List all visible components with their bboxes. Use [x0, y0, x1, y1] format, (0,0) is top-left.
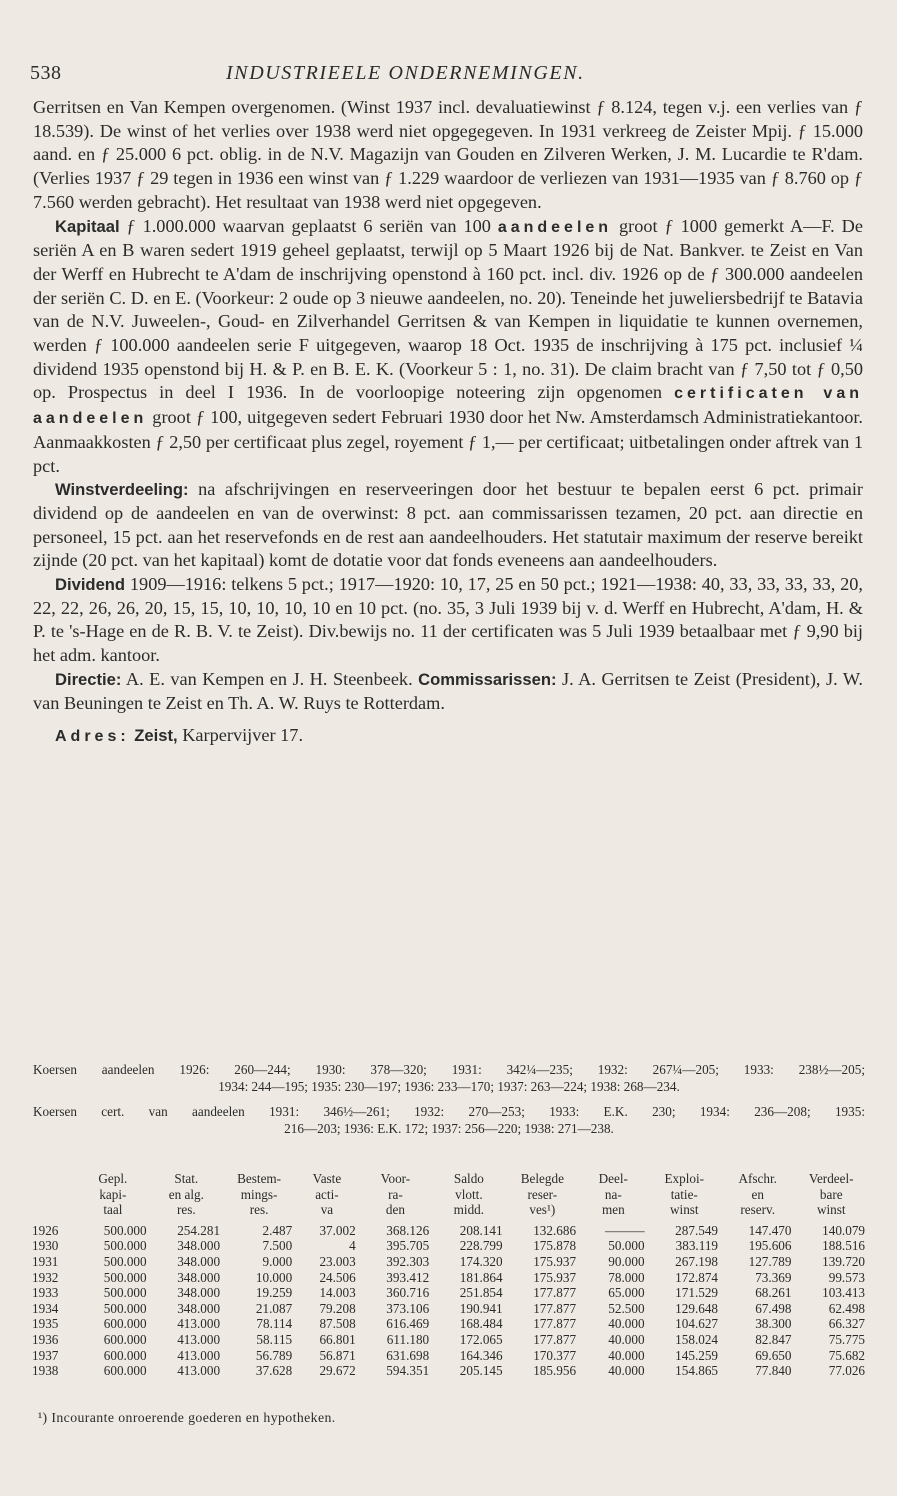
commissarissen-text: J. A. Gerritsen te Zeist (President), J. W. van Beuningen te Zeist en Th. A. W. Ruys te Rotterdam.: [33, 668, 864, 713]
table-cell: 19.259: [255, 1285, 293, 1301]
table-cell: 287.549: [675, 1222, 719, 1238]
kapitaal-spaced-aandeelen: aandeelen: [497, 218, 613, 236]
table-cell: 50.000: [608, 1238, 645, 1254]
table-cell: 24.506: [319, 1269, 356, 1285]
table-cell: 205.145: [459, 1363, 503, 1379]
year-cell: 1936: [32, 1331, 59, 1347]
year-cell: 1935: [32, 1316, 59, 1332]
table-cell: 185.956: [533, 1363, 577, 1379]
table-cell: 67.498: [755, 1300, 792, 1316]
table-cell: 56.789: [255, 1347, 293, 1363]
year-cell: 1937: [32, 1347, 59, 1363]
table-cell: 75.682: [828, 1347, 865, 1363]
table-cell: 37.002: [319, 1222, 356, 1238]
table-cell: 145.259: [675, 1347, 719, 1363]
table-cell: 73.369: [755, 1269, 792, 1285]
table-cell: 69.650: [755, 1347, 792, 1363]
table-cell: 208.141: [459, 1222, 503, 1238]
table-cell: 14.003: [319, 1285, 356, 1301]
table-cell: 132.686: [533, 1222, 577, 1238]
column-header: Saldo vlott. midd.: [453, 1171, 485, 1218]
column-header: Belegde reser- ves¹): [520, 1171, 564, 1218]
year-cell: 1932: [32, 1269, 59, 1285]
table-cell: 77.840: [755, 1363, 792, 1379]
directie-text: A. E. van Kempen en J. H. Steenbeek.: [121, 668, 419, 689]
table-row: [32, 1332, 868, 1348]
year-cell: 1931: [32, 1253, 59, 1269]
table-cell: 37.628: [255, 1363, 293, 1379]
table-cell: 172.065: [459, 1331, 503, 1347]
table-cell: 10.000: [255, 1269, 293, 1285]
table-cell: 77.026: [828, 1363, 865, 1379]
table-cell: 82.847: [755, 1331, 792, 1347]
table-cell: 79.208: [319, 1300, 356, 1316]
table-row: [32, 1301, 868, 1317]
table-cell: 99.573: [828, 1269, 865, 1285]
table-cell: 348.000: [177, 1253, 221, 1269]
table-cell: 172.874: [675, 1269, 719, 1285]
table-cell: 177.877: [533, 1331, 577, 1347]
table-cell: 2.487: [262, 1222, 293, 1238]
table-header-row: [32, 1171, 868, 1223]
table-cell: 62.498: [828, 1300, 865, 1316]
year-cell: 1926: [32, 1222, 59, 1238]
running-title: INDUSTRIEELE ONDERNEMINGEN.: [226, 62, 585, 84]
article-body: [33, 96, 863, 749]
table-cell: 190.941: [459, 1300, 503, 1316]
table-cell: 104.627: [675, 1316, 719, 1332]
column-header: Gepl. kapi- taal: [98, 1171, 128, 1218]
table-cell: 139.720: [822, 1253, 865, 1269]
table-cell: 147.470: [748, 1222, 792, 1238]
year-cell: 1938: [32, 1363, 59, 1379]
table-row: [32, 1348, 868, 1364]
kapitaal-text-b: groot ƒ 1000 gemerkt A—F. De seriën A en B waren sedert 1919 geheel geplaatst, terwijl op 5 Maart 1926 bij de Nat. Bankver. te Zeist en Van der Werff en Hubrecht te A'dam de inschrijving openstond à 160 pct. incl. div. 1926 op de ƒ 300.000 aandeelen der seriën C. D. en E. (Voorkeur: 2 oude op 3 nieuwe aandeelen, no. 20). Teneinde het juweliersbedrijf te Batavia van de N.V. Juweelen-, Goud- en Zilverhandel Gerritsen & van Kempen in liquidatie te kunnen overnemen, werden ƒ 100.000 aandeelen serie F uitgegeven, waarop 18 Oct. 1935 de inschrijving à 175 pct. inclusief ¼ dividend 1935 openstond bij H. & P. en B. E. K. (Voorkeur 5 : 1, no. 31). De claim bracht van ƒ 7,50 tot ƒ 0,50 op. Prospectus in deel I 1936. In de voorloopige noteering zijn opgenomen: [33, 215, 863, 403]
table-cell: 348.000: [177, 1269, 221, 1285]
table-cell: 631.698: [386, 1347, 430, 1363]
kapitaal-text-a: ƒ 1.000.000 waarvan geplaatst 6 seriën van 100: [119, 215, 498, 236]
page-header: [30, 62, 870, 86]
column-header: Deel- na- men: [598, 1171, 628, 1218]
table-cell: 188.516: [822, 1238, 865, 1254]
table-cell: 600.000: [103, 1331, 147, 1347]
table-cell: 56.871: [319, 1347, 356, 1363]
table-cell: 52.500: [608, 1300, 645, 1316]
table-cell: 360.716: [386, 1285, 430, 1301]
koersen-certificaten: [33, 1103, 865, 1138]
table-body: [32, 1223, 868, 1379]
table-cell: 40.000: [608, 1363, 645, 1379]
table-cell: 66.801: [319, 1331, 356, 1347]
table-cell: 29.672: [319, 1363, 356, 1379]
adres-city: Zeist,: [129, 726, 178, 746]
table-cell: 373.106: [386, 1300, 430, 1316]
table-row: [32, 1238, 868, 1254]
table-cell: 7.500: [262, 1238, 293, 1254]
table-cell: 75.775: [828, 1331, 865, 1347]
table-cell: 392.303: [386, 1253, 430, 1269]
table-cell: 228.799: [459, 1238, 503, 1254]
page-number: 538: [30, 62, 62, 84]
intro-paragraph: Gerritsen en Van Kempen overgenomen. (Winst 1937 incl. devaluatiewinst ƒ 8.124, tegen v.j. een verlies van ƒ 18.539). De winst of het verlies over 1938 werd niet opgegegeven. In 1931 verkreeg de Zeister Mpij. ƒ 15.000 aand. en ƒ 25.000 6 pct. oblig. in de N.V. Magazijn van Gouden en Zilveren Werken, J. M. Lucardie te R'dam. (Verlies 1937 ƒ 29 tegen in 1936 een winst van ƒ 1.229 waardoor de verliezen van 1931—1935 van ƒ 8.760 op ƒ 7.560 werden gebracht). Het resultaat van 1938 werd niet opgegeven.: [33, 97, 863, 212]
table-cell: 413.000: [177, 1347, 221, 1363]
column-header: Voor- ra- den: [380, 1171, 411, 1218]
table-row: [32, 1316, 868, 1332]
table-cell: 600.000: [103, 1363, 147, 1379]
table-cell: 90.000: [608, 1253, 645, 1269]
table-cell: 174.320: [459, 1253, 503, 1269]
directie-label: Directie:: [55, 669, 122, 689]
table-cell: 177.877: [533, 1285, 577, 1301]
table-cell: ———: [605, 1222, 645, 1238]
table-cell: 175.937: [533, 1253, 577, 1269]
winstverdeeling-paragraph: [33, 478, 863, 573]
column-header: Verdeel- bare winst: [808, 1171, 854, 1218]
table-cell: 40.000: [608, 1331, 645, 1347]
table-cell: 348.000: [177, 1300, 221, 1316]
table-cell: 38.300: [755, 1316, 792, 1332]
column-header: Stat. en alg. res.: [168, 1171, 204, 1218]
table-cell: 368.126: [386, 1222, 430, 1238]
table-cell: 413.000: [177, 1363, 221, 1379]
footnote: ¹) Incourante onroerende goederen en hypotheken.: [38, 1410, 336, 1425]
table-cell: 87.508: [319, 1316, 356, 1332]
table-cell: 600.000: [103, 1347, 147, 1363]
table-cell: 40.000: [608, 1347, 645, 1363]
table-cell: 254.281: [177, 1222, 221, 1238]
table-row: [32, 1270, 868, 1286]
koersen-aandeelen: [33, 1061, 865, 1096]
adres-label: Adres:: [55, 728, 130, 746]
commissarissen-label: Commissarissen:: [418, 669, 557, 689]
kapitaal-spaced-certificaten: certificaten van aandeelen: [33, 385, 863, 428]
table-cell: 170.377: [533, 1347, 577, 1363]
table-cell: 177.877: [533, 1300, 577, 1316]
table-cell: 21.087: [255, 1300, 293, 1316]
koersen-cert-line2: 216—203; 1936: E.K. 172; 1937: 256—220; 1938: 271—238.: [284, 1121, 614, 1137]
table-cell: 500.000: [103, 1238, 147, 1254]
adres-street: Karpervijver 17.: [177, 725, 304, 746]
table-cell: 181.864: [459, 1269, 503, 1285]
table-row: [32, 1223, 868, 1239]
column-header: Afschr. en reserv.: [738, 1171, 777, 1218]
year-cell: 1933: [32, 1285, 59, 1301]
table-cell: 177.877: [533, 1316, 577, 1332]
table-cell: 175.937: [533, 1269, 577, 1285]
table-cell: 68.261: [755, 1285, 792, 1301]
table-cell: 395.705: [386, 1238, 430, 1254]
table-cell: 140.079: [822, 1222, 865, 1238]
table-cell: 500.000: [103, 1253, 147, 1269]
koersen-cert-line1: Koersen cert. van aandeelen 1931: 346½—261; 1932: 270—253; 1933: E.K. 230; 1934: 236—208; 1935:: [33, 1104, 865, 1119]
table-cell: 500.000: [103, 1285, 147, 1301]
table-cell: 348.000: [177, 1238, 221, 1254]
table-cell: 168.484: [459, 1316, 503, 1332]
dividend-label: Dividend: [55, 575, 126, 595]
table-cell: 129.648: [675, 1300, 719, 1316]
table-cell: 500.000: [103, 1300, 147, 1316]
table-cell: 616.469: [386, 1316, 430, 1332]
table-cell: 158.024: [675, 1331, 719, 1347]
koersen-aandeelen-line2: 1934: 244—195; 1935: 230—197; 1936: 233—170; 1937: 263—224; 1938: 268—234.: [218, 1079, 680, 1095]
table-cell: 393.412: [386, 1269, 430, 1285]
dividend-paragraph: [33, 573, 863, 668]
table-cell: 413.000: [177, 1316, 221, 1332]
table-cell: 348.000: [177, 1285, 221, 1301]
directie-paragraph: [33, 668, 863, 715]
table-row: [32, 1363, 868, 1379]
table-cell: 40.000: [608, 1316, 645, 1332]
financial-table: [32, 1171, 868, 1379]
table-cell: 383.119: [675, 1238, 719, 1254]
table-cell: 154.865: [675, 1363, 719, 1379]
table-cell: 251.854: [459, 1285, 503, 1301]
table-cell: 594.351: [386, 1363, 430, 1379]
table-cell: 175.878: [533, 1238, 577, 1254]
table-cell: 195.606: [748, 1238, 792, 1254]
table-row: [32, 1285, 868, 1301]
table-cell: 500.000: [103, 1269, 147, 1285]
koersen-aandeelen-line1: Koersen aandeelen 1926: 260—244; 1930: 378—320; 1931: 342¼—235; 1932: 267¼—205; 1933: 238½—205;: [33, 1062, 865, 1077]
column-header: Vaste acti- va: [312, 1171, 342, 1218]
winstverdeeling-text: na afschrijvingen en reserveeringen door het bestuur te bepalen eerst 6 pct. primair dividend op de aandeelen en van de overwinst: 8 pct. aan commissarissen tezamen, 20 pct. aan directie en personeel, 15 pct. aan het reservefonds en de rest aan aandeelhouders. Het statutair maximum der reserve bereikt zijnde (20 pct. van het kapitaal) komt de dotatie voor dat fonds eveneens aan aandeelhouders.: [33, 479, 863, 571]
kapitaal-paragraph: [33, 215, 863, 479]
kapitaal-text-c: groot ƒ 100, uitgegeven sedert Februari 1930 door het Nw. Amsterdamsch Administratiekantoor. Aanmaakkosten ƒ 2,50 per certificaat plus zegel, royement ƒ 1,— per certificaat; uitbetalingen onder aftrek van 1 pct.: [33, 407, 863, 476]
table-cell: 267.198: [675, 1253, 719, 1269]
table-cell: 78.114: [256, 1316, 293, 1332]
table-row: [32, 1254, 868, 1270]
table-cell: 611.180: [386, 1331, 430, 1347]
table-cell: 127.789: [748, 1253, 792, 1269]
table-cell: 600.000: [103, 1316, 147, 1332]
table-cell: 58.115: [256, 1331, 293, 1347]
table-cell: 413.000: [177, 1331, 221, 1347]
kapitaal-label: Kapitaal: [55, 216, 120, 236]
column-header: [32, 1171, 76, 1223]
table-cell: 500.000: [103, 1222, 147, 1238]
adres-paragraph: [33, 724, 863, 749]
year-cell: 1934: [32, 1300, 59, 1316]
dividend-text: 1909—1916: telkens 5 pct.; 1917—1920: 10, 17, 25 en 50 pct.; 1921—1938: 40, 33, 33, 33, 33, 20, 22, 22, 26, 26, 20, 15, 15, 10, 10, 10, 10 en 10 pct. (no. 35, 3 Juli 1939 bij v. d. Werff en Hubrecht, A'dam, H. & P. te 's-Hage en de R. B. V. te Zeist). Div.bewijs no. 11 der certificaten was 5 Juli 1939 betaalbaar met ƒ 9,90 bij het adm. kantoor.: [33, 574, 863, 666]
table-cell: 171.529: [675, 1285, 719, 1301]
table-cell: 23.003: [319, 1253, 356, 1269]
table-cell: 9.000: [262, 1253, 293, 1269]
table-cell: 4: [349, 1238, 356, 1254]
table-cell: 164.346: [459, 1347, 503, 1363]
table-cell: 78.000: [608, 1269, 645, 1285]
table-cell: 103.413: [822, 1285, 865, 1301]
winstverdeeling-label: Winstverdeeling:: [55, 480, 189, 500]
year-cell: 1930: [32, 1238, 59, 1254]
table-cell: 66.327: [828, 1316, 865, 1332]
table-cell: 65.000: [608, 1285, 645, 1301]
column-header: Exploi- tatie- winst: [664, 1171, 705, 1218]
column-header: Bestem- mings- res.: [237, 1171, 282, 1218]
